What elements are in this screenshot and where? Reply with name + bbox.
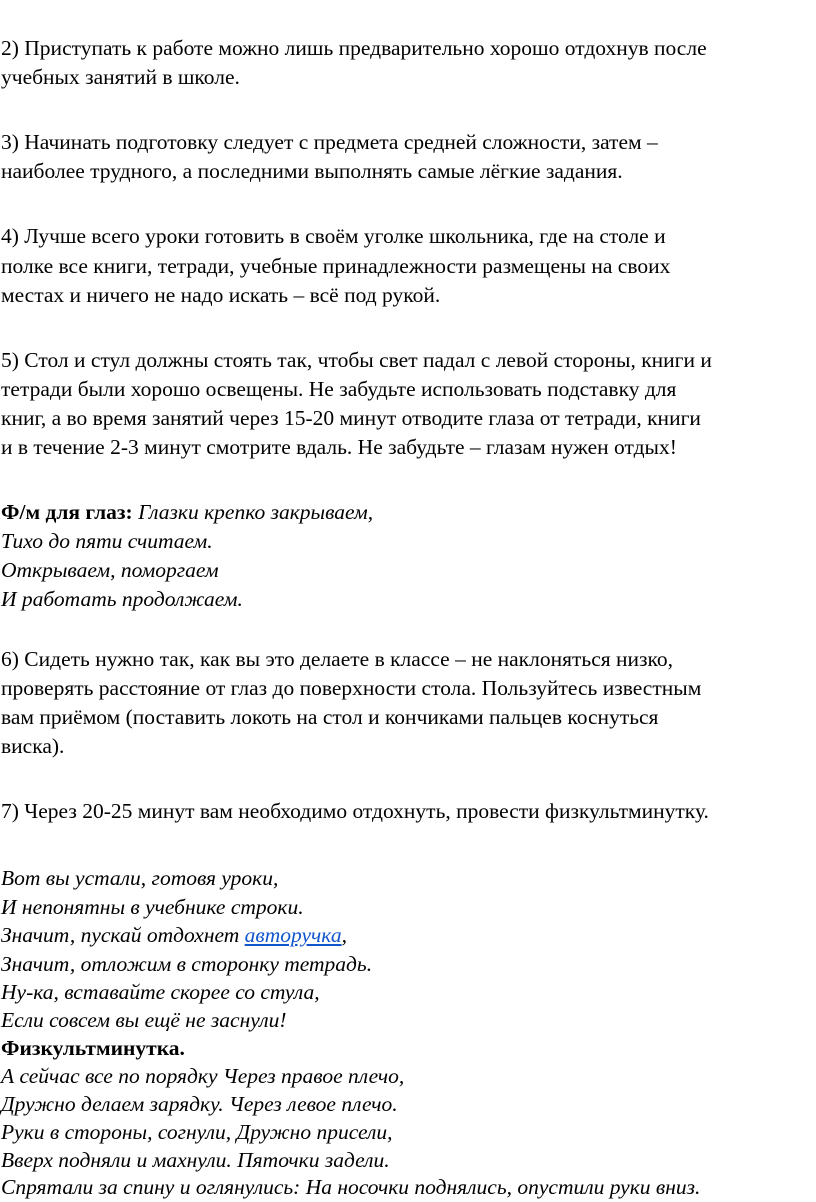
poem-line-5: Ну-ка, вставайте скорее со стула, <box>1 980 320 1004</box>
eye-exercise-heading: Ф/м для глаз: <box>1 500 133 524</box>
item-2-line-2: учебных занятий в школе. <box>1 65 240 89</box>
poem-line-2: И непонятны в учебнике строки. <box>1 895 304 919</box>
item-3-line-2: наиболее трудного, а последними выполнять самые лёгкие задания. <box>1 159 623 183</box>
eye-exercise-verse-1: Глазки крепко закрываем, <box>132 500 374 524</box>
item-5-line-3: книг, а во время занятий через 15-20 минут отводите глаза от тетради, книги <box>1 406 701 430</box>
item-4-line-1: 4) Лучше всего уроки готовить в своём уголке школьника, где на столе и <box>1 224 666 248</box>
item-4-line-3: местах и ничего не надо искать – всё под рукой. <box>1 283 441 307</box>
item-2-line-1: 2) Приступать к работе можно лишь предварительно хорошо отдохнув после <box>1 36 707 60</box>
eye-exercise-first-line <box>1 498 373 527</box>
fizminutka-line-4: Вверх подняли и махнули. Пяточки задели. <box>1 1148 390 1172</box>
item-6-line-4: виска). <box>1 734 65 758</box>
item-6-line-3: вам приёмом (поставить локоть на стол и кончиками пальцев коснуться <box>1 705 659 729</box>
fizminutka-heading: Физкультминутка. <box>1 1036 185 1060</box>
item-5-line-1: 5) Стол и стул должны стоять так, чтобы свет падал с левой стороны, книги и <box>1 348 712 372</box>
item-7-line: 7) Через 20-25 минут вам необходимо отдохнуть, провести физкультминутку. <box>1 799 709 823</box>
item-6-line-2: проверять расстояние от глаз до поверхности стола. Пользуйтесь известным <box>1 676 702 700</box>
item-6-line-1: 6) Сидеть нужно так, как вы это делаете в классе – не наклоняться низко, <box>1 647 673 671</box>
fizminutka-line-3: Руки в стороны, согнули, Дружно присели, <box>1 1120 393 1144</box>
poem-line-4: Значит, отложим в сторонку тетрадь. <box>1 952 373 976</box>
item-5-line-4: и в течение 2-3 минут смотрите вдаль. Не забудьте – глазам нужен отдых! <box>1 435 677 459</box>
poem-line-1: Вот вы устали, готовя уроки, <box>1 866 279 890</box>
eye-exercise-verse-2: Тихо до пяти считаем. <box>1 529 213 553</box>
avtoruchka-link[interactable]: авторучка <box>244 923 342 947</box>
eye-exercise-verse-4: И работать продолжаем. <box>1 587 243 611</box>
eye-exercise-verse-3: Открываем, поморгаем <box>1 558 219 582</box>
fizminutka-line-5: Спрятали за спину и оглянулись: На носочки поднялись, опустили руки вниз. <box>1 1175 701 1199</box>
poem-line-6: Если совсем вы ещё не заснули! <box>1 1008 287 1032</box>
fizminutka-line-2: Дружно делаем зарядку. Через левое плечо. <box>1 1092 398 1116</box>
poem-line-3-text: Значит, пускай отдохнет <box>1 923 245 947</box>
item-3-line-1: 3) Начинать подготовку следует с предмета средней сложности, затем – <box>1 130 658 154</box>
fizminutka-line-1: А сейчас все по порядку Через правое плечо, <box>1 1064 405 1088</box>
poem-line-3 <box>1 921 347 950</box>
item-5-line-2: тетради были хорошо освещены. Не забудьте использовать подставку для <box>1 377 677 401</box>
item-4-line-2: полке все книги, тетради, учебные принадлежности размещены на своих <box>1 254 671 278</box>
poem-line-3-comma: , <box>341 923 347 947</box>
